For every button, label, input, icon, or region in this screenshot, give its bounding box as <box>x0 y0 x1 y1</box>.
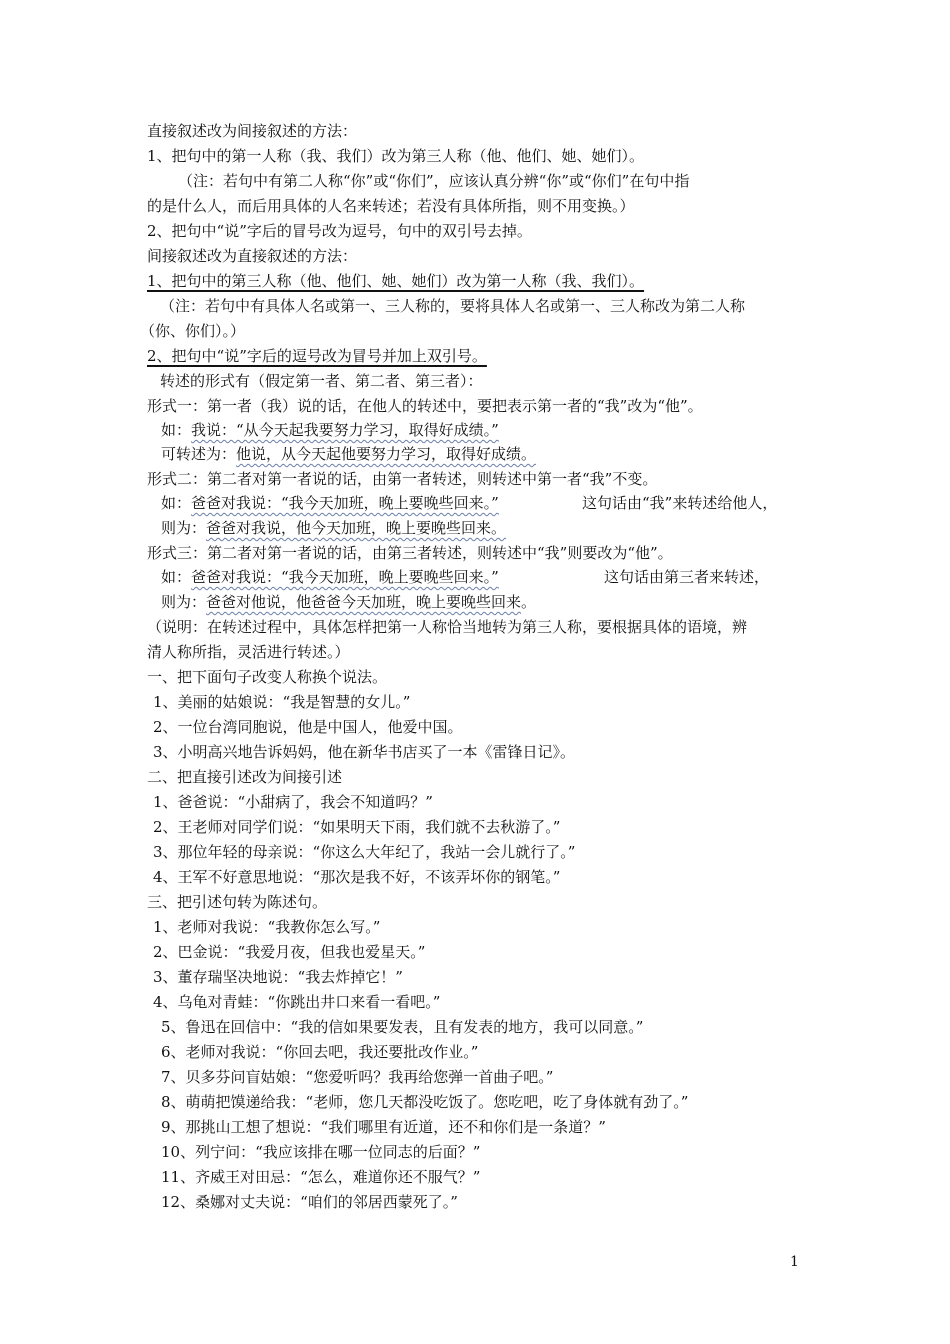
form-3-example-line <box>161 567 499 587</box>
i2d-note-line-2: （你、你们）。） <box>140 322 246 340</box>
exercise-3-item: 8、萌萌把馍递给我：“老师，您几天都没吃饭了。您吃吧，吃了身体就有劲了。” <box>161 1093 689 1111</box>
exercise-1-item: 3、小明高兴地告诉妈妈，他在新华书店买了一本《雷锋日记》。 <box>153 743 576 761</box>
form-3-description: 形式三：第二者对第一者说的话，由第三者转述，则转述中“我”则要改为“他”。 <box>147 544 673 562</box>
form-2-example-prefix: 如： <box>161 494 192 512</box>
form-3-conversion: 爸爸对他说，他爸爸今天加班，晚上要晚些回来 <box>206 593 522 611</box>
exercise-1-title: 一、把下面句子改变人称换个说法。 <box>147 668 388 686</box>
form-3-conversion-line <box>161 592 536 612</box>
form-3-conversion-prefix: 则为： <box>161 593 207 611</box>
exercise-2-item: 3、那位年轻的母亲说：“你这么大年纪了，我站一会儿就行了。” <box>153 843 576 861</box>
exercise-3-item: 7、贝多芬问盲姑娘：“您爱听吗？我再给您弹一首曲子吧。” <box>161 1068 554 1086</box>
form-1-example-prefix: 如： <box>161 421 192 439</box>
i2d-note-line-1: （注：若句中有具体人名或第一、三人称的，要将具体人名或第一、三人称改为第二人称 <box>160 297 746 315</box>
d2i-rule-2: 2、把句中“说”字后的冒号改为逗号，句中的双引号去掉。 <box>147 222 532 240</box>
form-3-example: 爸爸对我说：“我今天加班，晚上要晚些回来。” <box>191 568 499 586</box>
form-2-example: 爸爸对我说：“我今天加班，晚上要晚些回来。” <box>191 494 499 512</box>
exercise-3-item: 11、齐威王对田忌：“怎么，难道你还不服气？” <box>161 1168 481 1186</box>
i2d-rule-1: 1、把句中的第三人称（他、他们、她、她们）改为第一人称（我、我们）。 <box>147 272 645 290</box>
exercise-3-item: 3、董存瑞坚决地说：“我去炸掉它！” <box>153 968 403 986</box>
exercise-3-item: 5、鲁迅在回信中：“我的信如果要发表，且有发表的地方，我可以同意。” <box>161 1018 644 1036</box>
form-3-example-note: 这句话由第三者来转述， <box>604 568 770 586</box>
d2i-title: 直接叙述改为间接叙述的方法： <box>147 122 358 140</box>
form-2-conversion: 爸爸对我说，他今天加班，晚上要晚些回来。 <box>206 519 507 537</box>
exercise-3-item: 4、乌龟对青蛙：“你跳出井口来看一看吧。” <box>153 993 441 1011</box>
form-1-conversion-line <box>161 444 536 464</box>
exercise-3-item: 1、老师对我说：“我教你怎么写。” <box>153 918 381 936</box>
exercise-2-item: 2、王老师对同学们说：“如果明天下雨，我们就不去秋游了。” <box>153 818 561 836</box>
explanation-line-2: 清人称所指，灵活进行转述。） <box>147 643 350 661</box>
exercise-1-item: 2、一位台湾同胞说，他是中国人，他爱中国。 <box>153 718 463 736</box>
d2i-rule-1: 1、把句中的第一人称（我、我们）改为第三人称（他、他们、她、她们）。 <box>147 147 645 165</box>
exercise-2-item: 1、爸爸说：“小甜病了，我会不知道吗？” <box>153 793 433 811</box>
form-2-description: 形式二：第二者对第一者说的话，由第一者转述，则转述中第一者“我”不变。 <box>147 470 658 488</box>
form-1-example-line <box>161 420 499 440</box>
exercise-2-item: 4、王军不好意思地说：“那次是我不好，不该弄坏你的钢笔。” <box>153 868 561 886</box>
forms-title: 转述的形式有（假定第一者、第二者、第三者）： <box>160 372 483 390</box>
form-2-conversion-line <box>161 518 506 538</box>
i2d-title: 间接叙述改为直接叙述的方法： <box>147 247 358 265</box>
exercise-3-item: 6、老师对我说：“你回去吧，我还要批改作业。” <box>161 1043 479 1061</box>
page-number: 1 <box>790 1254 799 1270</box>
d2i-note-line-2: 的是什么人，而后用具体的人名来转述；若没有具体所指，则不用变换。） <box>147 197 635 215</box>
form-2-example-note: 这句话由“我”来转述给他人， <box>582 494 778 512</box>
form-2-example-line <box>161 493 499 513</box>
exercise-3-title: 三、把引述句转为陈述句。 <box>147 893 328 911</box>
exercise-2-title: 二、把直接引述改为间接引述 <box>147 768 343 786</box>
form-1-example: 我说：“从今天起我要努力学习，取得好成绩。” <box>191 421 499 439</box>
d2i-note-line-1: （注：若句中有第二人称“你”或“你们”，应该认真分辨“你”或“你们”在句中指 <box>178 172 690 190</box>
form-1-description: 形式一：第一者（我）说的话，在他人的转述中，要把表示第一者的“我”改为“他”。 <box>147 397 703 415</box>
exercise-3-item: 12、桑娜对丈夫说：“咱们的邻居西蒙死了。” <box>161 1193 458 1211</box>
exercise-3-item: 10、列宁问：“我应该排在哪一位同志的后面？” <box>161 1143 481 1161</box>
form-3-conversion-end: 。 <box>521 593 537 611</box>
exercise-3-item: 2、巴金说：“我爱月夜，但我也爱星天。” <box>153 943 426 961</box>
exercise-1-item: 1、美丽的姑娘说：“我是智慧的女儿。” <box>153 693 411 711</box>
form-3-example-prefix: 如： <box>161 568 192 586</box>
form-1-conversion: 他说，从今天起他要努力学习，取得好成绩。 <box>236 445 537 463</box>
form-2-conversion-prefix: 则为： <box>161 519 207 537</box>
i2d-rule-2: 2、把句中“说”字后的逗号改为冒号并加上双引号。 <box>147 347 487 365</box>
exercise-3-item: 9、那挑山工想了想说：“我们哪里有近道，还不和你们是一条道？” <box>161 1118 606 1136</box>
explanation-line-1: （说明：在转述过程中，具体怎样把第一人称恰当地转为第三人称，要根据具体的语境，辨 <box>147 618 748 636</box>
form-1-conversion-prefix: 可转述为： <box>161 445 237 463</box>
